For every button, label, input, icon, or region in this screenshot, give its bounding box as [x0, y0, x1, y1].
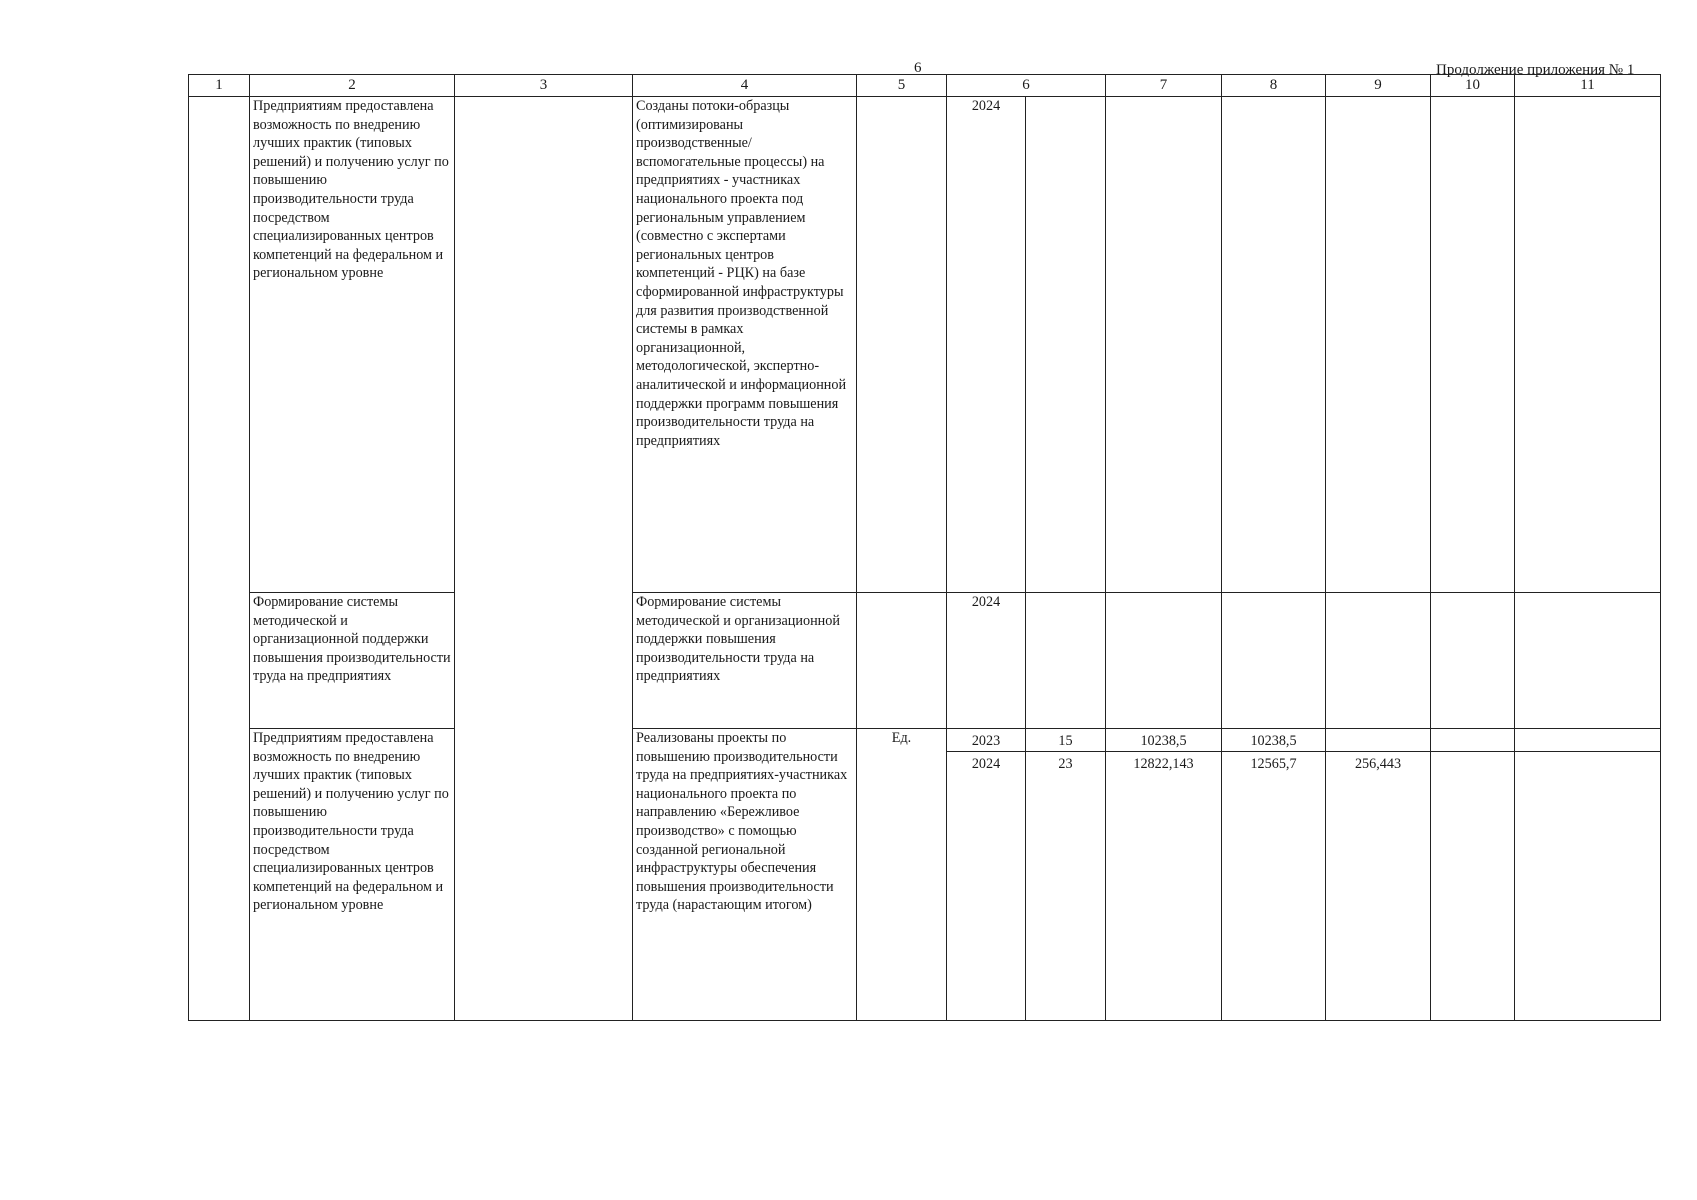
- result-cell: Созданы потоки-образцы (оптимизированы производственные/вспомогательные процессы) на предприятиях - участниках национального проекта под региональным управлением (совместно с экспертами региональных центров компетенций - РЦК) на базе сформированной инфраструктуры для развития производственной системы в рамках организационной, методологической, экспертно-аналитической и информационной поддержки программ повышения производительности труда на предприятиях: [633, 97, 857, 593]
- cell-col-8: [1222, 593, 1326, 729]
- table-row: [189, 97, 1661, 593]
- cell-col-3: [455, 97, 633, 1021]
- cell-col-6b: [1026, 593, 1106, 729]
- header-col-4: 4: [633, 75, 857, 97]
- cell-col-1: [189, 97, 250, 1021]
- count-2023: 15: [1026, 729, 1105, 752]
- total-2023: 10238,5: [1106, 729, 1221, 752]
- header-col-10: 10: [1431, 75, 1515, 97]
- task-cell: Формирование системы методической и организационной поддержки повышения производительности труда на предприятиях: [250, 593, 455, 729]
- table-row: [189, 729, 1661, 1021]
- header-col-7: 7: [1106, 75, 1222, 97]
- cell-col-6b: [1026, 729, 1106, 1021]
- value10-2024: [1431, 752, 1514, 755]
- cell-col-8: [1222, 729, 1326, 1021]
- unit-cell: Ед.: [857, 729, 947, 1021]
- header-col-3: 3: [455, 75, 633, 97]
- cell-col-7: [1106, 97, 1222, 593]
- cell-col-7: [1106, 729, 1222, 1021]
- header-col-8: 8: [1222, 75, 1326, 97]
- value8-2023: 10238,5: [1222, 729, 1325, 752]
- value11-2024: [1515, 752, 1660, 755]
- count-2024: 23: [1058, 756, 1073, 772]
- cell-col-11: [1515, 97, 1661, 593]
- page-number: 6: [914, 60, 922, 76]
- cell-col-7: [1106, 593, 1222, 729]
- value9-2024: 256,443: [1354, 756, 1402, 772]
- continuation-note: Продолжение приложения № 1: [1436, 62, 1635, 78]
- year-cell: 2024: [947, 97, 1026, 593]
- year-cell: [947, 729, 1026, 1021]
- total-2024: 12822,143: [1133, 756, 1194, 772]
- appendix-table: [188, 74, 1661, 1021]
- task-cell: Предприятиям предоставлена возможность по внедрению лучших практик (типовых решений) и получению услуг по повышению производительности труда посредством специализированных центров компетенций на федеральном и региональном уровне: [250, 97, 455, 593]
- value8-2024: 12565,7: [1250, 756, 1297, 772]
- value9-2023: [1326, 729, 1430, 752]
- cell-col-8: [1222, 97, 1326, 593]
- header-col-2: 2: [250, 75, 455, 97]
- year-cell: 2024: [947, 593, 1026, 729]
- cell-col-9: [1326, 729, 1431, 1021]
- task-cell: Предприятиям предоставлена возможность по внедрению лучших практик (типовых решений) и получению услуг по повышению производительности труда посредством специализированных центров компетенций на федеральном и региональном уровне: [250, 729, 455, 1021]
- header-col-5: 5: [857, 75, 947, 97]
- unit-cell: [857, 97, 947, 593]
- cell-col-6b: [1026, 97, 1106, 593]
- header-col-9: 9: [1326, 75, 1431, 97]
- year-2024: 2024: [971, 756, 1001, 772]
- unit-cell: [857, 593, 947, 729]
- table-row: [189, 593, 1661, 729]
- cell-col-10: [1431, 593, 1515, 729]
- year-2023: 2023: [947, 729, 1025, 752]
- result-cell: Реализованы проекты по повышению производительности труда на предприятиях-участниках национального проекта по направлению «Бережливое производство» с помощью созданной региональной инфраструктуры обеспечения повышения производительности труда (нарастающим итогом): [633, 729, 857, 1021]
- cell-col-10: [1431, 729, 1515, 1021]
- value11-2023: [1515, 729, 1660, 752]
- header-col-11: 11: [1515, 75, 1661, 97]
- cell-col-11: [1515, 729, 1661, 1021]
- cell-col-9: [1326, 593, 1431, 729]
- result-cell: Формирование системы методической и организационной поддержки повышения производительности труда на предприятиях: [633, 593, 857, 729]
- cell-col-11: [1515, 593, 1661, 729]
- header-row: [189, 75, 1661, 97]
- header-col-1: 1: [189, 75, 250, 97]
- header-col-6: 6: [947, 75, 1106, 97]
- cell-col-10: [1431, 97, 1515, 593]
- value10-2023: [1431, 729, 1514, 752]
- cell-col-9: [1326, 97, 1431, 593]
